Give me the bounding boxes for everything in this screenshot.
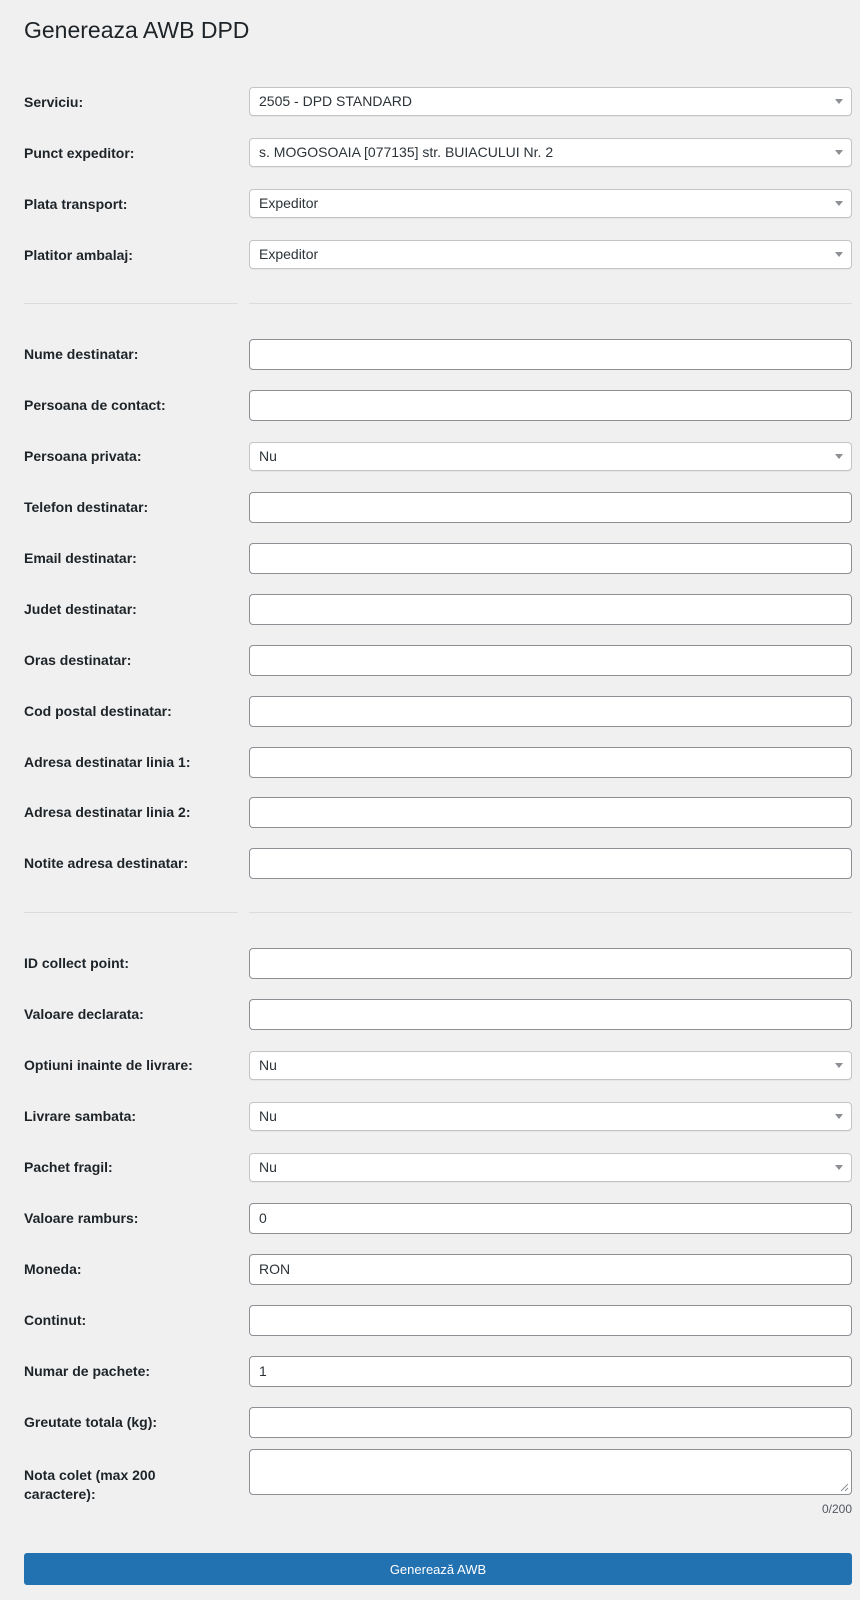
plata-transport-select[interactable] xyxy=(249,189,852,218)
field-label: Valoare ramburs: xyxy=(24,1210,139,1226)
chevron-down-icon xyxy=(835,99,843,104)
select-value: Nu xyxy=(259,1159,277,1175)
field-label: Serviciu: xyxy=(24,94,84,110)
field-label: Persoana de contact: xyxy=(24,397,166,413)
cod-postal-destinatar-input[interactable] xyxy=(249,696,852,727)
field-label: Telefon destinatar: xyxy=(24,499,149,515)
field-label: Moneda: xyxy=(24,1261,82,1277)
nume-destinatar-input[interactable] xyxy=(249,339,852,370)
field-label: Platitor ambalaj: xyxy=(24,247,133,263)
persoana-privata-select[interactable] xyxy=(249,442,852,471)
field-label: Email destinatar: xyxy=(24,550,137,566)
select-value: Nu xyxy=(259,1108,277,1124)
chevron-down-icon xyxy=(835,150,843,155)
section-divider xyxy=(249,912,852,913)
field-label: Nume destinatar: xyxy=(24,346,139,362)
field-label: ID collect point: xyxy=(24,955,129,971)
judet-destinatar-input[interactable] xyxy=(249,594,852,625)
select-value: Nu xyxy=(259,1057,277,1073)
field-label: Pachet fragil: xyxy=(24,1159,113,1175)
id-collect-point-input[interactable] xyxy=(249,948,852,979)
field-label: Optiuni inainte de livrare: xyxy=(24,1057,193,1073)
optiuni-livrare-select[interactable] xyxy=(249,1051,852,1080)
select-value: Expeditor xyxy=(259,246,319,262)
field-label: Adresa destinatar linia 1: xyxy=(24,754,191,770)
generate-awb-button[interactable]: Generează AWB xyxy=(24,1553,852,1585)
serviciu-select[interactable] xyxy=(249,87,852,116)
telefon-destinatar-input[interactable] xyxy=(249,492,852,523)
greutate-totala-input[interactable] xyxy=(249,1407,852,1438)
character-counter: 0/200 xyxy=(821,1502,852,1516)
valoare-declarata-input[interactable] xyxy=(249,999,852,1030)
field-label: Valoare declarata: xyxy=(24,1006,144,1022)
field-label: Livrare sambata: xyxy=(24,1108,137,1124)
pachet-fragil-select[interactable] xyxy=(249,1153,852,1182)
chevron-down-icon xyxy=(835,1063,843,1068)
platitor-ambalaj-select[interactable] xyxy=(249,240,852,269)
field-label: Greutate totala (kg): xyxy=(24,1414,158,1430)
page-title: Genereaza AWB DPD xyxy=(24,17,250,43)
field-label: Oras destinatar: xyxy=(24,652,132,668)
numar-pachete-input[interactable]: 1 xyxy=(249,1356,852,1387)
section-divider xyxy=(24,912,238,913)
section-divider xyxy=(249,303,852,304)
select-value: s. MOGOSOAIA [077135] str. BUIACULUI Nr. 2 xyxy=(259,144,554,160)
notite-adresa-input[interactable] xyxy=(249,848,852,879)
chevron-down-icon xyxy=(835,1165,843,1170)
chevron-down-icon xyxy=(835,454,843,459)
field-label: Cod postal destinatar: xyxy=(24,703,172,719)
moneda-input[interactable]: RON xyxy=(249,1254,852,1285)
chevron-down-icon xyxy=(835,1114,843,1119)
adresa-linia-1-input[interactable] xyxy=(249,747,852,778)
chevron-down-icon xyxy=(835,201,843,206)
section-divider xyxy=(24,303,238,304)
select-value: Nu xyxy=(259,448,277,464)
select-value: Expeditor xyxy=(259,195,319,211)
select-value: 2505 - DPD STANDARD xyxy=(259,93,413,109)
field-label: Nota colet (max 200 caractere): xyxy=(24,1467,156,1502)
nota-colet-textarea[interactable] xyxy=(249,1449,852,1495)
field-label: Adresa destinatar linia 2: xyxy=(24,804,191,820)
field-label: Notite adresa destinatar: xyxy=(24,855,189,871)
field-label: Punct expeditor: xyxy=(24,145,135,161)
persoana-contact-input[interactable] xyxy=(249,390,852,421)
valoare-ramburs-input[interactable]: 0 xyxy=(249,1203,852,1234)
adresa-linia-2-input[interactable] xyxy=(249,797,852,828)
field-label: Persoana privata: xyxy=(24,448,142,464)
field-label: Continut: xyxy=(24,1312,87,1328)
livrare-sambata-select[interactable] xyxy=(249,1102,852,1131)
field-label: Numar de pachete: xyxy=(24,1363,151,1379)
chevron-down-icon xyxy=(835,252,843,257)
field-label: Judet destinatar: xyxy=(24,601,137,617)
resize-handle-icon[interactable] xyxy=(840,1483,849,1492)
email-destinatar-input[interactable] xyxy=(249,543,852,574)
continut-input[interactable] xyxy=(249,1305,852,1336)
field-label: Plata transport: xyxy=(24,196,128,212)
oras-destinatar-input[interactable] xyxy=(249,645,852,676)
punct-expeditor-select[interactable] xyxy=(249,138,852,167)
